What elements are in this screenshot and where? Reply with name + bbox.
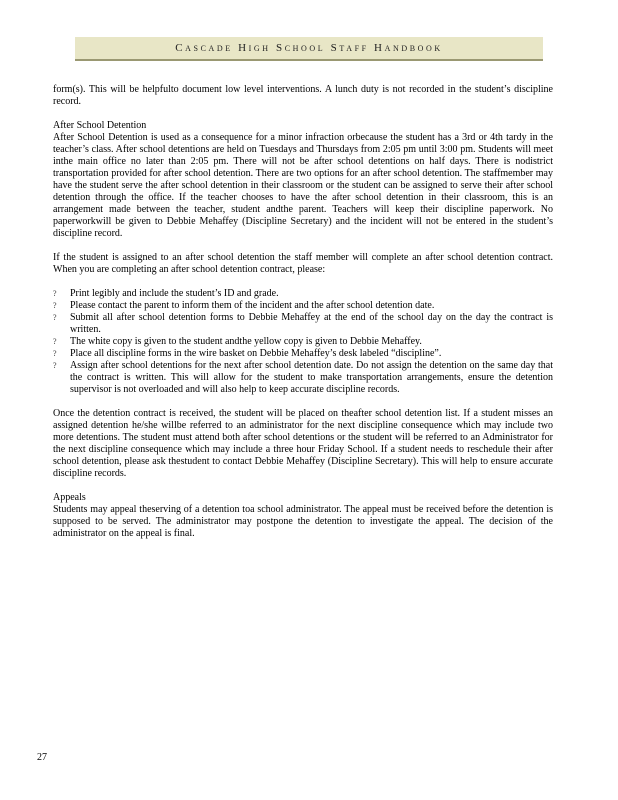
list-item-text: Print legibly and include the student’s ID and grade.	[70, 288, 279, 299]
appeals-heading: Appeals	[53, 492, 86, 503]
list-item	[53, 348, 553, 360]
bullet-icon: ?	[53, 337, 57, 346]
list-item-text: Please contact the parent to inform them of the incident and the after school detention date.	[70, 300, 435, 311]
list-item-text: The white copy is given to the student andthe yellow copy is given to Debbie Mehaffey.	[70, 336, 422, 347]
detention-contract-paragraph: If the student is assigned to an after school detention the staff member will complete an after school detention contract. When you are completing an after school detention contract, please:	[53, 252, 553, 275]
appeals-paragraph: Students may appeal theserving of a detention toa school administrator. The appeal must be received before the detention is supposed to be served. The administrator may postpone the detention to investigate the appeal. The decision of the administrator on the appeal is final.	[53, 504, 553, 539]
list-item	[53, 300, 553, 312]
bullet-icon: ?	[53, 361, 57, 370]
intro-paragraph: form(s). This will be helpfulto document low level interventions. A lunch duty is not recorded in the student’s discipline record.	[53, 84, 553, 107]
after-school-detention-heading: After School Detention	[53, 120, 147, 131]
after-school-detention-paragraph: After School Detention is used as a consequence for a minor infraction orbecause the student has a 3rd or 4th tardy in the teacher’s class. After school detentions are held on Tuesdays and Thursdays from 2:05 pm until 3:00 pm. Students will meet inthe main office no later than 2:05 pm. There will not be after school detentions on half days. There is nodistrict transportation provided for after school detention. There are two options for an after school detention. The staffmember may have the student serve the after school detention in their classroom or the student can be assigned to serve their after school detention through the office. If the teacher chooses to have the after school detention in their classroom, this is an arrangement made between the teacher, student andthe parent. Teachers will keep their discipline paperwork. No paperworkwill be given to Debbie Mehaffey (Discipline Secretary) and the incident will not be entered in the student’s discipline record.	[53, 132, 553, 239]
list-item	[53, 360, 553, 396]
handbook-header-band	[75, 37, 543, 61]
list-item	[53, 288, 553, 300]
page-number: 27	[37, 752, 47, 763]
bullet-icon: ?	[53, 289, 57, 298]
list-item-text: Place all discipline forms in the wire basket on Debbie Mehaffey’s desk labeled “discipline”.	[70, 348, 442, 359]
bullet-icon: ?	[53, 301, 57, 310]
list-item	[53, 312, 553, 336]
page-content	[53, 84, 553, 552]
handbook-title: Cascade High School Staff Handbook	[175, 42, 443, 54]
list-item-text: Assign after school detentions for the next after school detention date. Do not assign the detention on the same day that the contract is written. This will allow for the student to make transportation arrangements, ensure the detention supervisor is not overloaded and will also help to keep accurate discipline records.	[70, 360, 553, 395]
bullet-icon: ?	[53, 349, 57, 358]
contract-instructions-list	[53, 288, 553, 396]
detention-contract-received-paragraph: Once the detention contract is received, the student will be placed on theafter school detention list. If a student misses an assigned detention he/she willbe referred to an administrator for the next discipline consequence which may include two more detentions. The student must attend both after school detentions or the student will be referred to an Administrator for the next discipline consequence which may include a three hour Friday School. If a student needs to reschedule their after school detention, please ask thestudent to contact Debbie Mehaffey (Discipline Secretary). This will help to ensure accurate discipline records.	[53, 408, 553, 479]
bullet-icon: ?	[53, 313, 57, 322]
list-item-text: Submit all after school detention forms to Debbie Mehaffey at the end of the school day on the day the contract is written.	[70, 312, 553, 335]
list-item	[53, 336, 553, 348]
